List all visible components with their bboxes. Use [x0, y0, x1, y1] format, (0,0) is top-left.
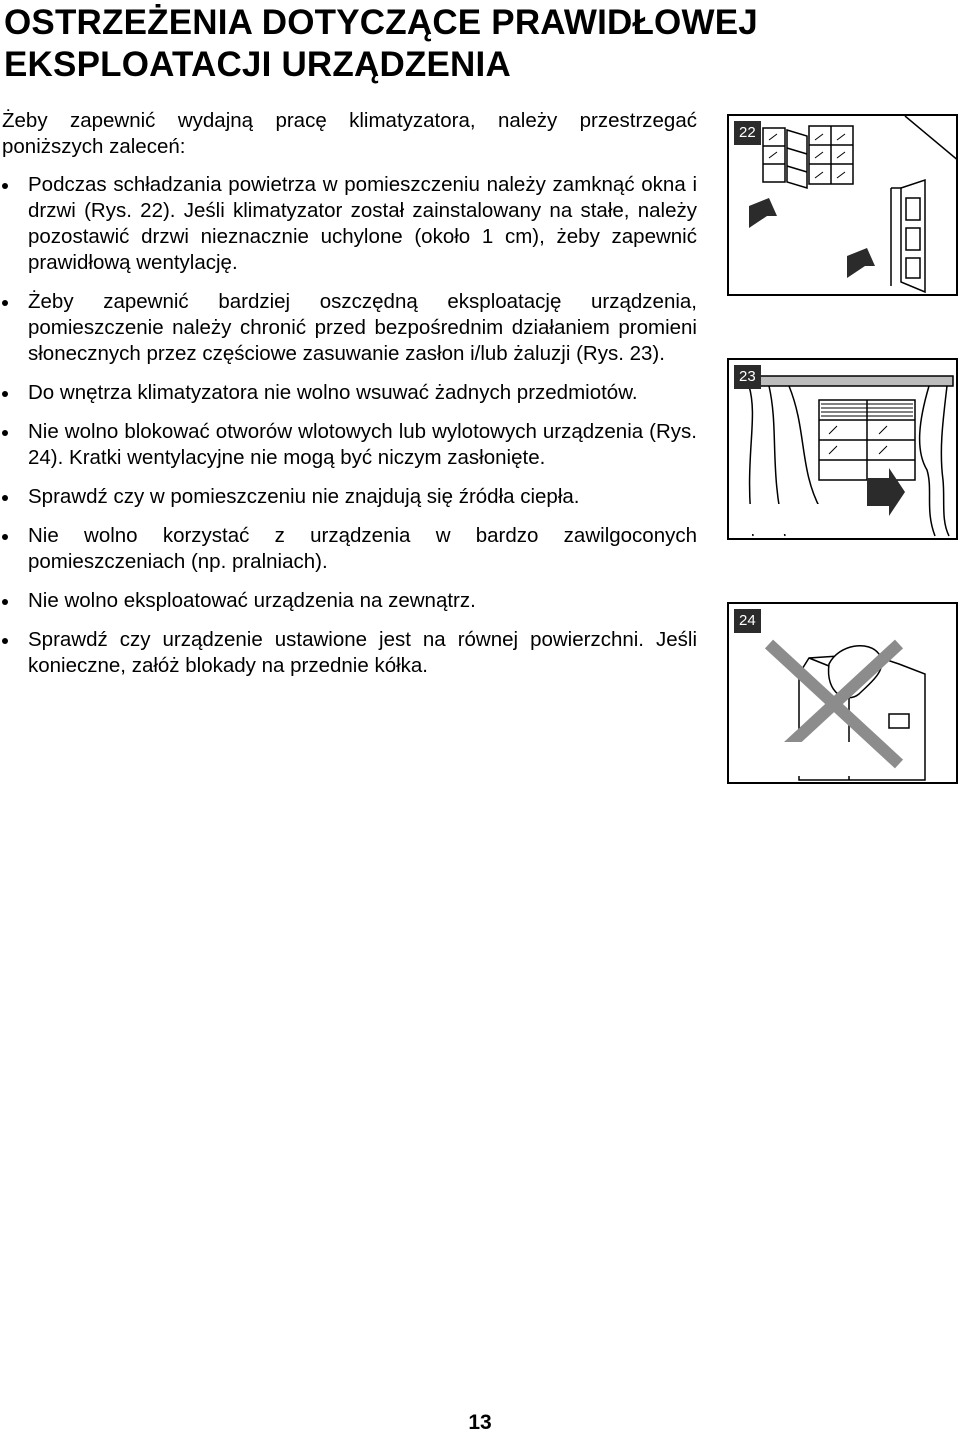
bullet-icon	[2, 391, 8, 397]
label-bar	[735, 504, 831, 534]
figure-label: 24	[734, 609, 761, 633]
rules-list	[2, 172, 697, 679]
intro-paragraph: Żeby zapewnić wydajną pracę klimatyzatora, należy przestrzegać poniższych zaleceń:	[2, 109, 697, 158]
figure-label: 23	[734, 365, 761, 389]
bullet-icon	[2, 183, 8, 189]
list-item: Nie wolno blokować otworów wlotowych lub wylotowych urządzenia (Rys. 24). Kratki wentylacyjne nie mogą być niczym zasłonięte.	[2, 419, 697, 471]
bullet-icon	[2, 599, 8, 605]
list-item: Podczas schładzania powietrza w pomieszczeniu należy zamknąć okna i drzwi (Rys. 22). Jeśli klimatyzator został zainstalowany na stałe, należy pozostawić drzwi nieznacznie uchylone (około 1 cm), żeby zapewnić prawidłową wentylację.	[2, 172, 697, 276]
label-bar	[735, 742, 863, 776]
bullet-icon	[2, 300, 8, 306]
page-title: OSTRZEŻENIA DOTYCZĄCE PRAWIDŁOWEJ EKSPLOATACJI URZĄDZENIA	[4, 3, 758, 84]
list-item: Nie wolno eksploatować urządzenia na zewnątrz.	[2, 588, 697, 614]
list-item: Do wnętrza klimatyzatora nie wolno wsuwać żadnych przedmiotów.	[2, 380, 697, 406]
bullet-icon	[2, 495, 8, 501]
list-item: Żeby zapewnić bardziej oszczędną eksploatację urządzenia, pomieszczenie należy chronić przed bezpośrednim działaniem promieni słonecznych przez częściowe zasuwanie zasłon i/lub żaluzji (Rys. 23).	[2, 289, 697, 367]
figure-label: 22	[734, 121, 761, 145]
bullet-icon	[2, 430, 8, 436]
bullet-icon	[2, 534, 8, 540]
figure-22	[727, 114, 958, 296]
list-item: Sprawdź czy w pomieszczeniu nie znajdują się źródła ciepła.	[2, 484, 697, 510]
bullet-icon	[2, 638, 8, 644]
text-column	[2, 108, 697, 692]
page-number: 13	[468, 1411, 492, 1434]
list-item: Nie wolno korzystać z urządzenia w bardzo zawilgoconych pomieszczeniach (np. pralniach).	[2, 523, 697, 575]
label-bar	[735, 232, 843, 242]
figure-24	[727, 602, 958, 784]
list-item: Sprawdź czy urządzenie ustawione jest na równej powierzchni. Jeśli konieczne, załóż blokady na przednie kółka.	[2, 627, 697, 679]
figure-23	[727, 358, 958, 540]
window-door-illustration	[729, 116, 958, 296]
